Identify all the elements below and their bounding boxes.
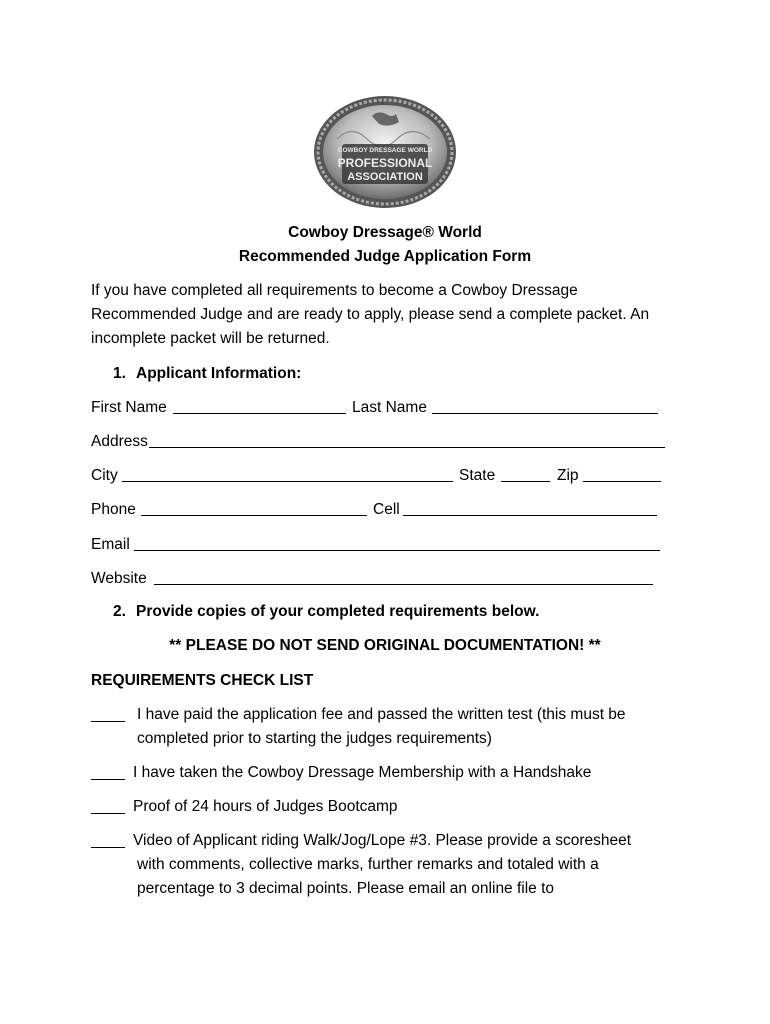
phone-label: Phone — [91, 501, 136, 518]
website-label: Website — [91, 570, 147, 587]
cell-field[interactable] — [403, 515, 657, 516]
last-name-label: Last Name — [352, 399, 427, 416]
section-2-heading: Provide copies of your completed requirements below. — [136, 603, 540, 620]
website-field[interactable] — [154, 584, 653, 585]
state-field[interactable] — [501, 481, 550, 482]
original-docs-warning: ** PLEASE DO NOT SEND ORIGINAL DOCUMENTATION! ** — [169, 637, 601, 654]
checklist-item-4-blank[interactable] — [91, 847, 125, 848]
checklist-item-1-line-2: completed prior to starting the judges requirements) — [137, 730, 492, 747]
city-field[interactable] — [122, 481, 453, 482]
checklist-item-1-line-1: I have paid the application fee and passed the written test (this must be — [137, 706, 626, 723]
checklist-item-2: I have taken the Cowboy Dressage Membership with a Handshake — [133, 764, 592, 781]
section-1-heading: Applicant Information: — [136, 365, 302, 382]
checklist-heading: REQUIREMENTS CHECK LIST — [91, 672, 314, 689]
phone-field[interactable] — [141, 515, 367, 516]
checklist-item-4-line-3: percentage to 3 decimal points. Please email an online file to — [137, 880, 555, 897]
zip-field[interactable] — [583, 481, 661, 482]
association-logo — [312, 94, 458, 210]
state-label: State — [459, 467, 496, 484]
checklist-item-1-blank[interactable] — [91, 721, 125, 722]
section-2-number: 2. — [113, 603, 126, 620]
svg-text:ASSOCIATION: ASSOCIATION — [347, 171, 423, 183]
address-label: Address — [91, 433, 148, 450]
intro-line-1: If you have completed all requirements to become a Cowboy Dressage — [91, 282, 578, 299]
city-label: City — [91, 467, 118, 484]
first-name-label: First Name — [91, 399, 167, 416]
address-field[interactable] — [149, 447, 665, 448]
section-1-number: 1. — [113, 365, 126, 382]
checklist-item-3-blank[interactable] — [91, 813, 125, 814]
first-name-field[interactable] — [173, 413, 346, 414]
form-title-org: Cowboy Dressage® World — [288, 224, 482, 241]
checklist-item-4-line-1: Video of Applicant riding Walk/Jog/Lope #3. Please provide a scoresheet — [133, 832, 632, 849]
checklist-item-4-line-2: with comments, collective marks, further remarks and totaled with a — [137, 856, 599, 873]
email-field[interactable] — [134, 550, 660, 551]
checklist-item-2-blank[interactable] — [91, 779, 125, 780]
checklist-item-3: Proof of 24 hours of Judges Bootcamp — [133, 798, 398, 815]
svg-text:PROFESSIONAL: PROFESSIONAL — [337, 156, 433, 170]
form-title: Recommended Judge Application Form — [238, 248, 532, 265]
zip-label: Zip — [557, 467, 579, 484]
last-name-field[interactable] — [432, 413, 658, 414]
intro-line-3: incomplete packet will be returned. — [91, 330, 330, 347]
email-label: Email — [91, 536, 130, 553]
intro-line-2: Recommended Judge and are ready to apply, please send a complete packet. An — [91, 306, 650, 323]
cell-label: Cell — [373, 501, 400, 518]
svg-text:COWBOY DRESSAGE WORLD: COWBOY DRESSAGE WORLD — [337, 147, 433, 154]
